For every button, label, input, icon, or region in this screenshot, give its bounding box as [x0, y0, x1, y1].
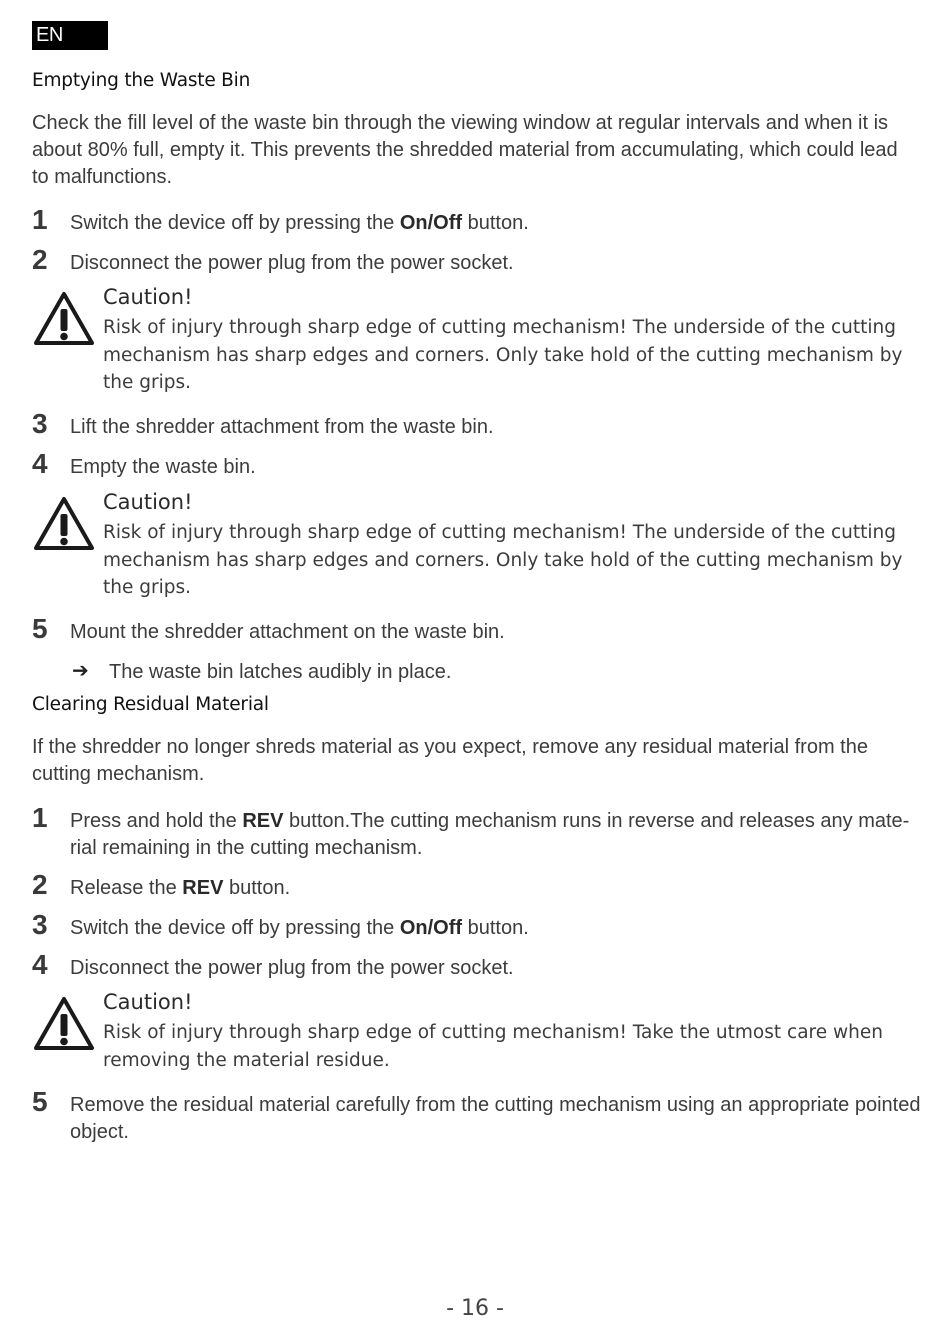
step-text: Disconnect the power plug from the power socket. [70, 252, 514, 274]
step-number: 3 [32, 408, 48, 439]
step-text: Release the REV button. [70, 877, 291, 899]
intro-paragraph-emptying: Check the fill level of the waste bin through the viewing window at regular intervals and when it is about 80% full, empty it. This prevents the shredded material from accumulating, which could lead to malfunctions. [32, 112, 898, 188]
button-name: REV [182, 877, 224, 899]
step-text: Press and hold the REV button.The cutting mechanism runs in reverse and releases any mate-rial remaining in the cutting mechanism. [70, 810, 910, 859]
warning-triangle-icon [32, 495, 96, 552]
step-text: Mount the shredder attachment on the waste bin. [70, 621, 505, 643]
step-number: 4 [32, 448, 48, 479]
caution-title: Caution! [103, 490, 193, 514]
step-number: 2 [32, 244, 48, 275]
step-number: 1 [32, 802, 48, 833]
page-number: - 16 - [446, 1296, 504, 1321]
section-heading-clearing: Clearing Residual Material [32, 694, 269, 715]
step-text: Empty the waste bin. [70, 456, 256, 478]
step-number: 4 [32, 949, 48, 980]
warning-triangle-icon [32, 995, 96, 1052]
step-text: Lift the shredder attachment from the waste bin. [70, 416, 494, 438]
caution-text: Risk of injury through sharp edge of cutting mechanism! Take the utmost care when removing the material residue. [103, 1022, 883, 1071]
step-text: Switch the device off by pressing the On/Off button. [70, 917, 529, 939]
intro-paragraph-clearing: If the shredder no longer shreds material as you expect, remove any residual material from the cutting mechanism. [32, 736, 868, 785]
step-text: Disconnect the power plug from the power socket. [70, 957, 514, 979]
step-number: 1 [32, 204, 48, 235]
step-text: Remove the residual material carefully from the cutting mechanism using an appropriate pointed object. [70, 1094, 921, 1143]
result-text: The waste bin latches audibly in place. [109, 661, 452, 683]
button-name: REV [242, 810, 284, 832]
section-heading-emptying: Emptying the Waste Bin [32, 70, 251, 91]
arrow-right-icon: ➔ [72, 658, 89, 682]
step-number: 2 [32, 869, 48, 900]
caution-text: Risk of injury through sharp edge of cutting mechanism! The underside of the cutting mechanism has sharp edges and corners. Only take hold of the cutting mechanism by the grips. [103, 522, 903, 598]
caution-title: Caution! [103, 285, 193, 309]
step-text: Switch the device off by pressing the On/Off button. [70, 212, 529, 234]
button-name: On/Off [399, 212, 463, 234]
caution-title: Caution! [103, 990, 193, 1014]
step-number: 3 [32, 909, 48, 940]
warning-triangle-icon [32, 290, 96, 347]
step-number: 5 [32, 613, 48, 644]
language-badge: EN [32, 21, 108, 50]
button-name: On/Off [399, 917, 463, 939]
step-number: 5 [32, 1086, 48, 1117]
caution-text: Risk of injury through sharp edge of cutting mechanism! The underside of the cutting mechanism has sharp edges and corners. Only take hold of the cutting mechanism by the grips. [103, 317, 903, 393]
